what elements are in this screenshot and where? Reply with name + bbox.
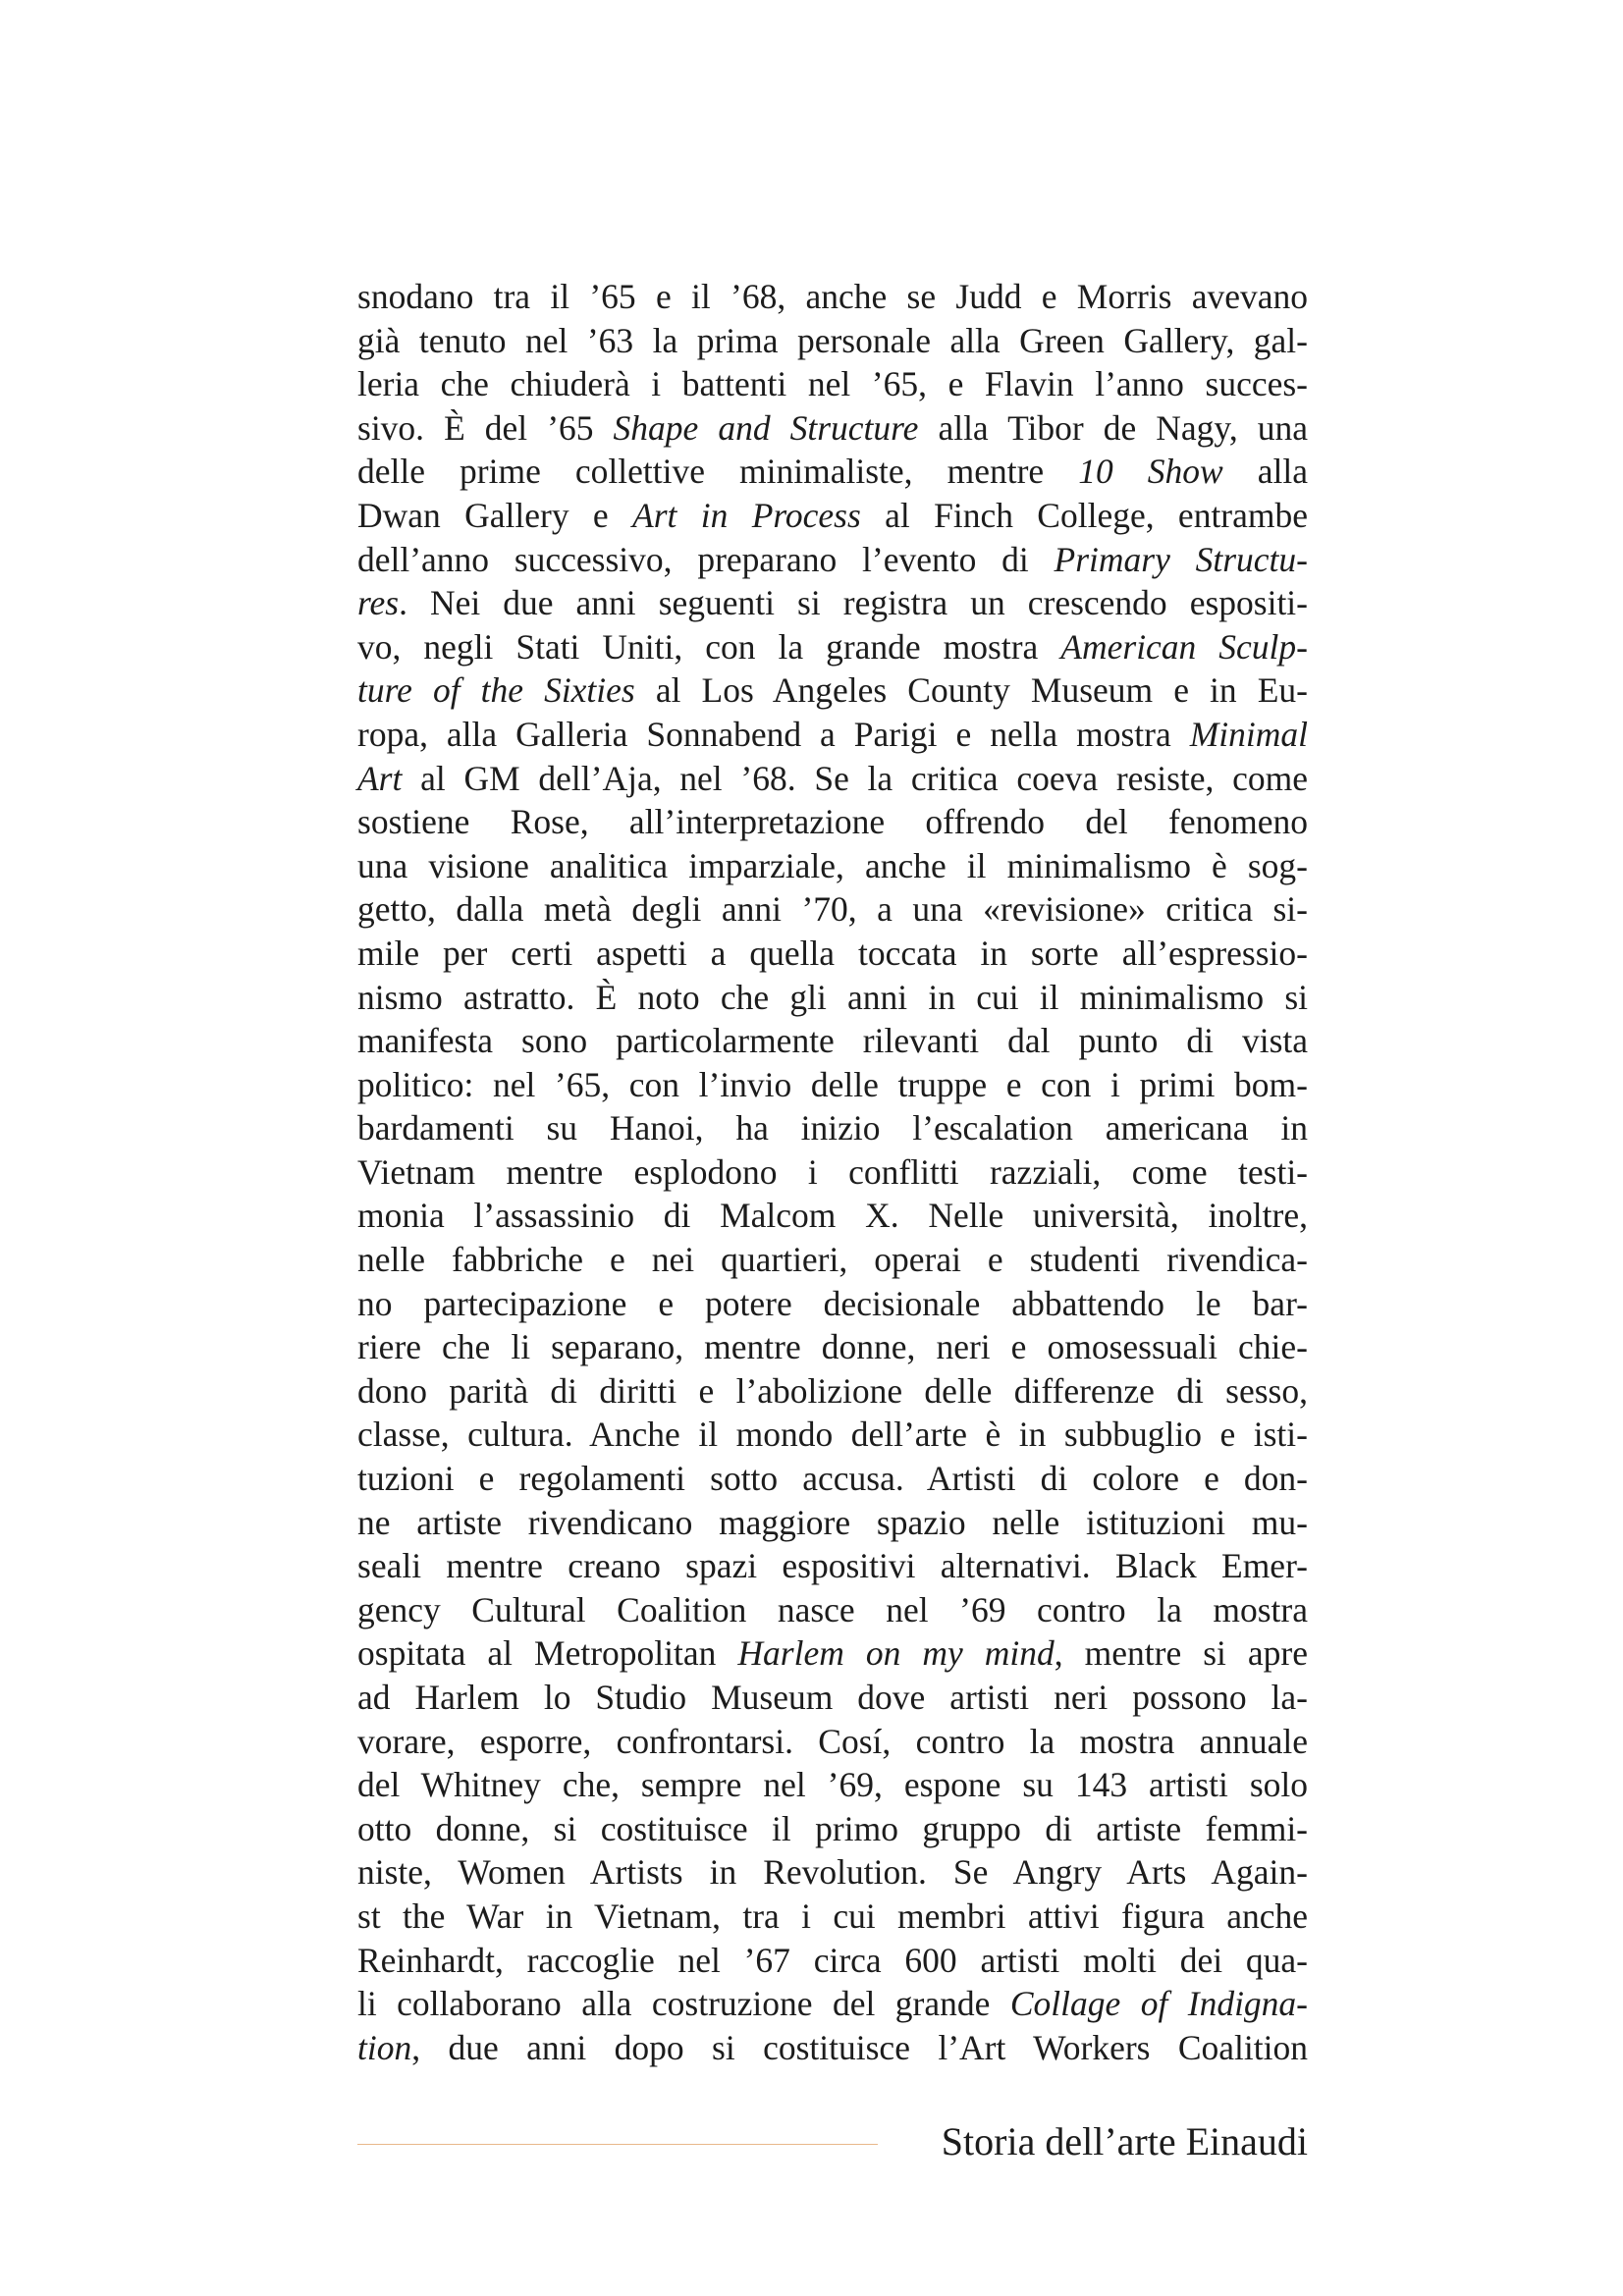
text-line bbox=[357, 1282, 1308, 1326]
text-run: Vietnam mentre esplodono i conflitti razziali, come testi- bbox=[357, 1151, 1308, 1192]
text-run: del Whitney che, sempre nel ’69, espone su 143 artisti solo bbox=[357, 1765, 1308, 1805]
text-run: nelle fabbriche e nei quartieri, operai e studenti rivendica- bbox=[357, 1240, 1308, 1280]
text-run: riere che li separano, mentre donne, neri e omosessuali chie- bbox=[357, 1327, 1308, 1367]
text-run: vo, negli Stati Uniti, con la grande mostra bbox=[357, 626, 1061, 667]
text-line bbox=[357, 1150, 1308, 1195]
text-line bbox=[357, 1939, 1308, 1983]
text-line bbox=[357, 319, 1308, 363]
body-text bbox=[357, 275, 1308, 2069]
text-run: ne artiste rivendicano maggiore spazio nelle istituzioni mu- bbox=[357, 1502, 1308, 1542]
italic-title: Shape and Structure bbox=[613, 407, 919, 448]
text-line bbox=[357, 1194, 1308, 1238]
text-run: ad Harlem lo Studio Museum dove artisti neri possono la- bbox=[357, 1678, 1308, 1717]
text-line bbox=[357, 1369, 1308, 1414]
text-run: otto donne, si costituisce il primo gruppo di artiste femmi- bbox=[357, 1808, 1308, 1848]
text-run: . Nei due anni seguenti si registra un crescendo espositi- bbox=[399, 583, 1308, 623]
text-line bbox=[357, 1895, 1308, 1939]
text-line bbox=[357, 1238, 1308, 1282]
italic-title: Collage of Indigna- bbox=[1009, 1984, 1309, 2024]
text-line bbox=[357, 1106, 1308, 1150]
text-line bbox=[357, 538, 1308, 582]
text-line bbox=[357, 275, 1308, 319]
text-run: alla bbox=[1222, 452, 1308, 492]
text-line bbox=[357, 494, 1308, 538]
text-line bbox=[357, 362, 1308, 406]
text-line bbox=[357, 1588, 1308, 1632]
text-line bbox=[357, 1676, 1308, 1720]
text-line bbox=[357, 1413, 1308, 1457]
text-run: li collaborano alla costruzione del grande bbox=[357, 1984, 1010, 2024]
text-run: leria che chiuderà i battenti nel ’65, e Flavin l’anno succes- bbox=[357, 364, 1308, 404]
italic-title: Harlem on my mind bbox=[737, 1633, 1055, 1674]
text-line bbox=[357, 800, 1308, 844]
text-run: no partecipazione e potere decisionale abbattendo le bar- bbox=[357, 1283, 1308, 1323]
text-line bbox=[357, 1019, 1308, 1063]
text-run: politico: nel ’65, con l’invio delle truppe e con i primi bom- bbox=[357, 1064, 1308, 1104]
text-line bbox=[357, 844, 1308, 888]
text-line bbox=[357, 450, 1308, 494]
text-line bbox=[357, 1457, 1308, 1501]
footer-title: Storia dell’arte Einaudi bbox=[941, 2119, 1308, 2163]
text-run: getto, dalla metà degli anni ’70, a una «revisione» critica si- bbox=[357, 889, 1308, 930]
text-run: dono parità di diritti e l’abolizione delle differenze di sesso, bbox=[357, 1370, 1308, 1411]
text-run: , mentre si apre bbox=[1054, 1633, 1308, 1674]
text-line bbox=[357, 887, 1308, 932]
text-line bbox=[357, 1631, 1308, 1676]
text-line bbox=[357, 1807, 1308, 1851]
text-line bbox=[357, 757, 1308, 801]
text-line bbox=[357, 2026, 1308, 2070]
text-run: al Finch College, entrambe bbox=[860, 495, 1308, 535]
text-line bbox=[357, 1763, 1308, 1807]
text-run: niste, Women Artists in Revolution. Se Angry Arts Again- bbox=[357, 1852, 1308, 1893]
text-line bbox=[357, 932, 1308, 976]
italic-title: 10 Show bbox=[1078, 452, 1223, 492]
text-run: Reinhardt, raccoglie nel ’67 circa 600 artisti molti dei qua- bbox=[357, 1940, 1308, 1980]
text-run: snodano tra il ’65 e il ’68, anche se Judd e Morris avevano bbox=[357, 277, 1308, 316]
text-line bbox=[357, 1063, 1308, 1107]
text-line bbox=[357, 713, 1308, 757]
text-run: st the War in Vietnam, tra i cui membri attivi figura anche bbox=[357, 1896, 1308, 1936]
italic-title: ture of the Sixties bbox=[357, 670, 635, 711]
text-line bbox=[357, 625, 1308, 669]
text-run: manifesta sono particolarmente rilevanti dal punto di vista bbox=[357, 1021, 1308, 1061]
text-run: gency Cultural Coalition nasce nel ’69 contro la mostra bbox=[357, 1589, 1308, 1629]
text-run: delle prime collettive minimaliste, mentre bbox=[357, 452, 1079, 492]
text-run: Dwan Gallery e bbox=[357, 495, 633, 535]
italic-title: American Sculp- bbox=[1060, 626, 1308, 667]
text-line bbox=[357, 581, 1308, 625]
italic-title: tion bbox=[357, 2027, 412, 2067]
text-run: una visione analitica imparziale, anche il minimalismo è sog- bbox=[357, 845, 1308, 885]
text-run: bardamenti su Hanoi, ha inizio l’escalation americana in bbox=[357, 1108, 1308, 1148]
text-run: al GM dell’Aja, nel ’68. Se la critica coeva resiste, come bbox=[402, 758, 1308, 798]
text-line bbox=[357, 1501, 1308, 1545]
text-line bbox=[357, 406, 1308, 451]
italic-title: Primary Structu- bbox=[1054, 539, 1308, 579]
text-run: nismo astratto. È noto che gli anni in cui il minimalismo si bbox=[357, 977, 1308, 1017]
text-line bbox=[357, 1544, 1308, 1588]
text-line bbox=[357, 1720, 1308, 1764]
italic-title: Art in Process bbox=[632, 495, 861, 535]
text-run: ropa, alla Galleria Sonnabend a Parigi e nella mostra bbox=[357, 714, 1190, 754]
text-run: ospitata al Metropolitan bbox=[357, 1633, 738, 1674]
text-line bbox=[357, 976, 1308, 1020]
text-run: , due anni dopo si costituisce l’Art Workers Coalition bbox=[411, 2027, 1308, 2067]
italic-title: Art bbox=[357, 758, 403, 798]
text-line bbox=[357, 668, 1308, 713]
text-run: sivo. È del ’65 bbox=[357, 407, 614, 448]
text-run: classe, cultura. Anche il mondo dell’arte è in subbuglio e isti- bbox=[357, 1415, 1308, 1455]
footer-rule bbox=[357, 2144, 878, 2145]
text-run: mile per certi aspetti a quella toccata in sorte all’espressio- bbox=[357, 933, 1308, 973]
text-run: alla Tibor de Nagy, una bbox=[918, 407, 1309, 448]
text-run: al Los Angeles County Museum e in Eu- bbox=[634, 670, 1308, 711]
italic-title: Minimal bbox=[1189, 714, 1308, 754]
text-run: seali mentre creano spazi espositivi alternativi. Black Emer- bbox=[357, 1546, 1308, 1586]
text-line bbox=[357, 1982, 1308, 2026]
text-run: monia l’assassinio di Malcom X. Nelle università, inoltre, bbox=[357, 1196, 1308, 1236]
italic-title: res bbox=[357, 583, 400, 623]
text-run: vorare, esporre, confrontarsi. Cosí, contro la mostra annuale bbox=[357, 1721, 1308, 1761]
text-run: sostiene Rose, all’interpretazione offrendo del fenomeno bbox=[357, 802, 1308, 842]
text-line bbox=[357, 1850, 1308, 1895]
text-line bbox=[357, 1325, 1308, 1369]
text-run: dell’anno successivo, preparano l’evento di bbox=[357, 539, 1055, 579]
text-run: tuzioni e regolamenti sotto accusa. Artisti di colore e don- bbox=[357, 1459, 1308, 1499]
text-run: già tenuto nel ’63 la prima personale alla Green Gallery, gal- bbox=[357, 320, 1308, 360]
